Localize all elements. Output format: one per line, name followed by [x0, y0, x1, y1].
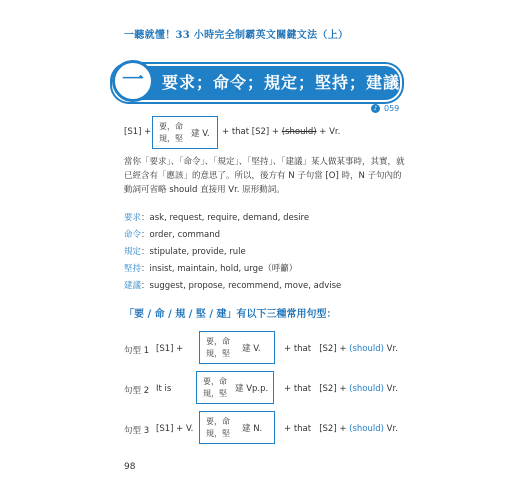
verb-examples: ：suggest, propose, recommend, move, advise — [141, 281, 342, 291]
formula-verb-suffix: 建 V. — [191, 129, 210, 139]
verb-category: 命令 — [124, 230, 142, 240]
pattern-tail — [284, 344, 398, 354]
section-number-badge — [112, 60, 154, 102]
pattern-verbs — [206, 416, 230, 440]
pattern-verb-box — [199, 331, 275, 364]
formula-tail-vr: + Vr. — [319, 127, 341, 137]
pattern-verbs-line2: 規，堅 — [206, 349, 230, 358]
pattern-label: 句型 2 — [124, 386, 150, 396]
section-number: 一 — [121, 68, 144, 93]
list-item — [124, 279, 341, 296]
pattern-should: (should) — [349, 344, 384, 354]
pattern-verbs-line2: 規，堅 — [206, 429, 230, 438]
pattern-vr: Vr. — [386, 344, 398, 354]
verb-list — [124, 211, 341, 296]
pattern-tail — [284, 384, 398, 394]
pattern-label: 句型 3 — [124, 426, 150, 436]
list-item — [124, 245, 341, 262]
verb-examples: ：ask, request, require, demand, desire — [141, 213, 310, 223]
track-number: 059 — [384, 104, 400, 113]
verb-examples: ：stipulate, provide, rule — [141, 247, 246, 257]
page-number: 98 — [124, 462, 136, 472]
audio-track[interactable] — [371, 104, 399, 113]
pattern-that: + that — [284, 424, 312, 434]
pattern-verbs-line1: 要，命 — [203, 377, 227, 386]
pattern-verbs — [206, 336, 230, 360]
verb-category: 建議 — [124, 281, 142, 291]
verb-category: 規定 — [124, 247, 142, 257]
pattern-subject: [S1] + V. — [156, 424, 194, 434]
pattern-verb-box — [196, 371, 274, 404]
formula-verb-box — [152, 116, 218, 149]
pattern-verb: 建 N. — [242, 424, 263, 434]
pattern-verbs-line1: 要，命 — [206, 337, 230, 346]
pattern-verb: 建 V. — [242, 344, 261, 354]
pattern-verb: 建 Vp.p. — [235, 384, 269, 394]
pattern-verbs-line1: 要，命 — [206, 417, 230, 426]
list-item — [124, 228, 341, 245]
pattern-vr: Vr. — [386, 424, 398, 434]
pattern-subject: [S1] + — [156, 344, 184, 354]
formula-verbs — [159, 121, 183, 145]
list-item — [124, 262, 341, 279]
pattern-tail — [284, 424, 398, 434]
pattern-subject: It is — [156, 384, 172, 394]
pattern-s2: [S2] + — [319, 424, 347, 434]
list-item — [124, 211, 341, 228]
pattern-that: + that — [284, 344, 312, 354]
formula-lead: [S1] + — [124, 127, 152, 137]
pattern-s2: [S2] + — [319, 384, 347, 394]
verb-category: 要求 — [124, 213, 142, 223]
pattern-verbs — [203, 376, 227, 400]
formula-verbs-line1: 要，命 — [159, 122, 183, 131]
explanation-paragraph: 當你「要求」、「命令」、「規定」、「堅持」、「建議」某人做某事時，其實，就已經含有「應該」的意思了。所以，後方有 N 子句當 [O] 時，N 子句內的動詞可省略 should 直接用 Vr. 原形動詞。 — [124, 157, 405, 195]
running-header: 一聽就懂！33 小時完全制霸英文關鍵文法（上） — [124, 30, 349, 41]
formula-verbs-line2: 規，堅 — [159, 134, 183, 143]
verb-examples: ：insist, maintain, hold, urge（呼籲） — [141, 264, 298, 274]
pattern-verb-box — [199, 411, 275, 444]
pattern-should: (should) — [349, 424, 384, 434]
pattern-label: 句型 1 — [124, 346, 150, 356]
verb-category: 堅持 — [124, 264, 142, 274]
verb-examples: ：order, command — [141, 230, 221, 240]
patterns-heading: 「要 / 命 / 規 / 堅 / 建」有以下三種常用句型： — [124, 309, 337, 320]
pattern-verbs-line2: 規，堅 — [203, 389, 227, 398]
pattern-should: (should) — [349, 384, 384, 394]
audio-track-icon: ♪ — [371, 104, 380, 113]
pattern-vr: Vr. — [386, 384, 398, 394]
pattern-that: + that — [284, 384, 312, 394]
pattern-s2: [S2] + — [319, 344, 347, 354]
formula-tail — [222, 127, 340, 137]
formula-should-struck: (should) — [281, 127, 317, 137]
section-title: 要求；命令；規定；堅持；建議 — [162, 73, 401, 92]
formula-tail-that: + that [S2] + — [222, 127, 280, 137]
